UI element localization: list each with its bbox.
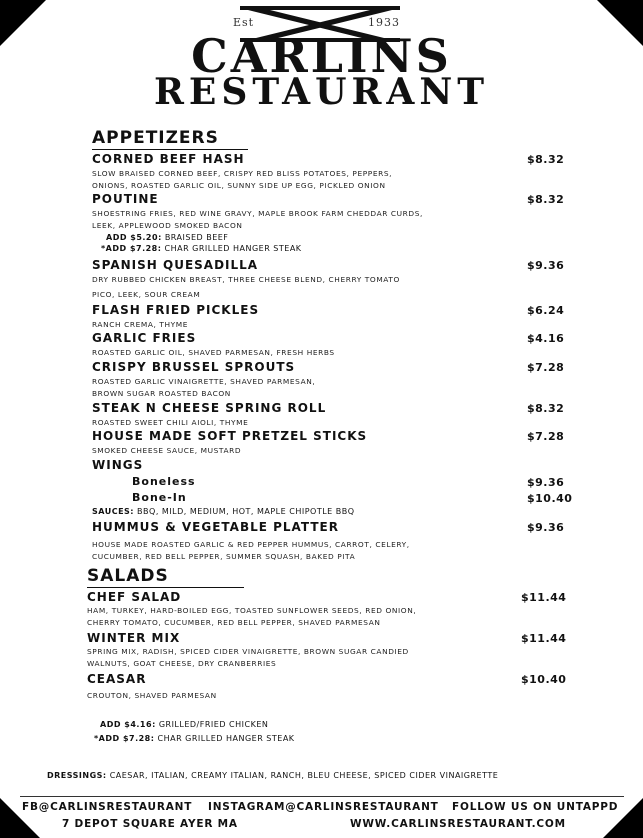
item-name: HUMMUS & VEGETABLE PLATTER bbox=[92, 520, 339, 534]
wings-sauces bbox=[92, 507, 355, 516]
item-price: $7.28 bbox=[527, 361, 565, 374]
sauces-list: BBQ, MILD, MEDIUM, HOT, MAPLE CHIPOTLE BBQ bbox=[137, 507, 355, 516]
item-description: HAM, TURKEY, HARD-BOILED EGG, TOASTED SUNFLOWER SEEDS, RED ONION, bbox=[87, 606, 417, 615]
item-price: $10.40 bbox=[527, 492, 573, 505]
addon-text: CHAR GRILLED HANGER STEAK bbox=[157, 734, 295, 743]
established-year: 1933 bbox=[368, 16, 400, 29]
item-name: POUTINE bbox=[92, 192, 159, 206]
footer-facebook: FB@CARLINSRESTAURANT bbox=[22, 801, 193, 813]
restaurant-logo bbox=[0, 0, 643, 115]
item-price: $7.28 bbox=[527, 430, 565, 443]
item-description: LEEK, APPLEWOOD SMOKED BACON bbox=[92, 221, 243, 230]
established-label: Est bbox=[233, 16, 255, 29]
dressings-label: DRESSINGS: bbox=[47, 771, 107, 780]
item-description: SHOESTRING FRIES, RED WINE GRAVY, MAPLE BROOK FARM CHEDDAR CURDS, bbox=[92, 209, 423, 218]
item-price: $6.24 bbox=[527, 304, 565, 317]
item-name: CRISPY BRUSSEL SPROUTS bbox=[92, 360, 296, 374]
item-name: GARLIC FRIES bbox=[92, 331, 197, 345]
item-price: $9.36 bbox=[527, 521, 565, 534]
footer-instagram: INSTAGRAM@CARLINSRESTAURANT bbox=[208, 801, 439, 813]
wings-option: Bone-In bbox=[132, 491, 187, 504]
item-name: HOUSE MADE SOFT PRETZEL STICKS bbox=[92, 429, 368, 443]
item-description: RANCH CREMA, THYME bbox=[92, 320, 189, 329]
footer-divider bbox=[20, 796, 624, 797]
item-price: $8.32 bbox=[527, 402, 565, 415]
item-description: BROWN SUGAR ROASTED BACON bbox=[92, 389, 231, 398]
item-description: ROASTED GARLIC OIL, SHAVED PARMESAN, FRESH HERBS bbox=[92, 348, 335, 357]
section-title-salads: SALADS bbox=[87, 566, 244, 588]
sauces-label: SAUCES: bbox=[92, 507, 134, 516]
item-description: CUCUMBER, RED BELL PEPPER, SUMMER SQUASH, BAKED PITA bbox=[92, 552, 356, 561]
brand-name: CARLINS bbox=[191, 29, 452, 83]
item-name-wings: WINGS bbox=[92, 458, 144, 472]
item-name: CORNED BEEF HASH bbox=[92, 152, 245, 166]
item-description: DRY RUBBED CHICKEN BREAST, THREE CHEESE BLEND, CHERRY TOMATO bbox=[92, 275, 400, 284]
item-name: FLASH FRIED PICKLES bbox=[92, 303, 260, 317]
addon-price: *ADD $7.28: bbox=[101, 244, 162, 253]
addon-price: ADD $4.16: bbox=[100, 720, 156, 729]
item-description: CHERRY TOMATO, CUCUMBER, RED BELL PEPPER, SHAVED PARMESAN bbox=[87, 618, 381, 627]
item-price: $9.36 bbox=[527, 259, 565, 272]
item-description: WALNUTS, GOAT CHEESE, DRY CRANBERRIES bbox=[87, 659, 277, 668]
addon-price: ADD $5.20: bbox=[106, 233, 162, 242]
addon-line bbox=[101, 244, 302, 253]
item-description: SMOKED CHEESE SAUCE, MUSTARD bbox=[92, 446, 242, 455]
addon-text: CHAR GRILLED HANGER STEAK bbox=[164, 244, 302, 253]
footer-address: 7 DEPOT SQUARE AYER MA bbox=[62, 818, 238, 830]
addon-text: BRAISED BEEF bbox=[164, 233, 229, 242]
item-price: $8.32 bbox=[527, 153, 565, 166]
section-title-appetizers: APPETIZERS bbox=[92, 128, 248, 150]
item-description: HOUSE MADE ROASTED GARLIC & RED PEPPER HUMMUS, CARROT, CELERY, bbox=[92, 540, 410, 549]
dressings-list: CAESAR, ITALIAN, CREAMY ITALIAN, RANCH, BLEU CHEESE, SPICED CIDER VINAIGRETTE bbox=[109, 771, 499, 780]
item-price: $9.36 bbox=[527, 476, 565, 489]
footer-website: WWW.CARLINSRESTAURANT.COM bbox=[350, 818, 566, 830]
item-name: STEAK N CHEESE SPRING ROLL bbox=[92, 401, 327, 415]
item-price: $10.40 bbox=[521, 673, 567, 686]
item-description: SPRING MIX, RADISH, SPICED CIDER VINAIGRETTE, BROWN SUGAR CANDIED bbox=[87, 647, 409, 656]
addon-text: GRILLED/FRIED CHICKEN bbox=[158, 720, 269, 729]
item-price: $11.44 bbox=[521, 632, 567, 645]
item-price: $11.44 bbox=[521, 591, 567, 604]
item-name: CHEF SALAD bbox=[87, 590, 182, 604]
brand-subtitle: RESTAURANT bbox=[153, 71, 490, 113]
item-description: ONIONS, ROASTED GARLIC OIL, SUNNY SIDE UP EGG, PICKLED ONION bbox=[92, 181, 386, 190]
item-name: SPANISH QUESADILLA bbox=[92, 258, 259, 272]
item-price: $8.32 bbox=[527, 193, 565, 206]
addon-price: *ADD $7.28: bbox=[94, 734, 155, 743]
wings-option: Boneless bbox=[132, 475, 196, 488]
item-name: CEASAR bbox=[87, 672, 147, 686]
addon-line bbox=[106, 233, 228, 242]
item-description: PICO, LEEK, SOUR CREAM bbox=[92, 290, 201, 299]
footer-untappd: FOLLOW US ON UNTAPPD bbox=[452, 801, 619, 813]
item-description: SLOW BRAISED CORNED BEEF, CRISPY RED BLISS POTATOES, PEPPERS, bbox=[92, 169, 393, 178]
item-description: ROASTED SWEET CHILI AIOLI, THYME bbox=[92, 418, 249, 427]
item-name: WINTER MIX bbox=[87, 631, 181, 645]
item-price: $4.16 bbox=[527, 332, 565, 345]
item-description: CROUTON, SHAVED PARMESAN bbox=[87, 691, 217, 700]
dressings-line bbox=[47, 771, 498, 780]
addon-line bbox=[94, 734, 295, 743]
addon-line bbox=[100, 720, 268, 729]
item-description: ROASTED GARLIC VINAIGRETTE, SHAVED PARMESAN, bbox=[92, 377, 316, 386]
